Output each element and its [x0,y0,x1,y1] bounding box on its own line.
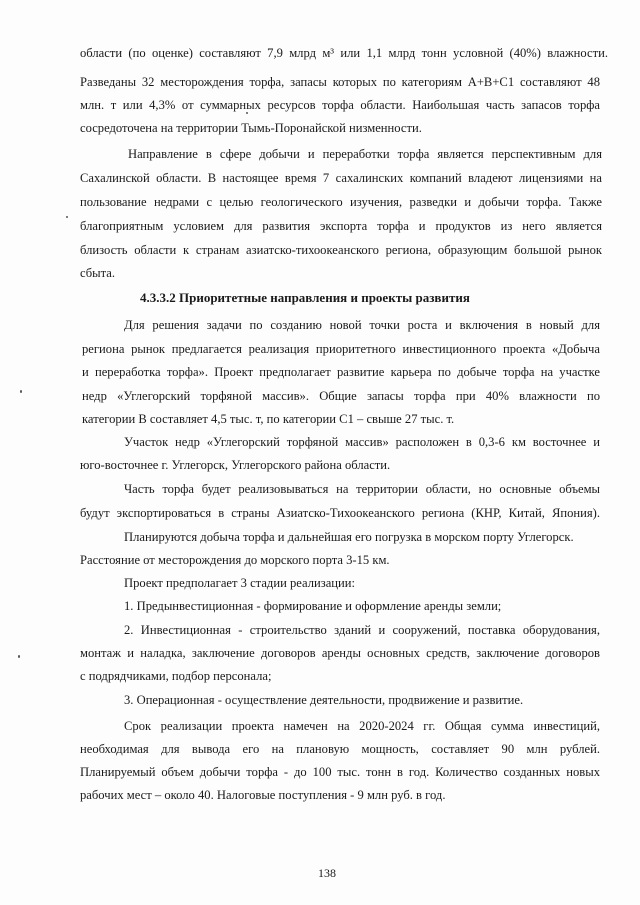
intro-line-3: млн. т или 4,3% от суммарных ресурсов торфа области. Наибольшая часть запасов торфа [80,98,600,112]
project-line-5: категории В составляет 4,5 тыс. т, по категории С1 – свыше 27 тыс. т. [82,412,455,426]
prospect-line-1: Направление в сфере добычи и переработки торфа является перспективным для [128,147,602,161]
stage-2-line-1: 2. Инвестиционная - строительство зданий и сооружений, поставка оборудования, [124,623,600,637]
project-line-2: региона рынок предлагается реализация приоритетного инвестиционного проекта «Добыча [82,342,600,356]
port-line-2: Расстояние от месторождения до морского порта 3-15 км. [80,553,390,567]
prospect-line-4: благоприятным условием для развития экспорта торфа и продуктов из него является [80,219,602,233]
scan-speck [18,655,20,658]
stage-2-line-3: с подрядчиками, подбор персонала; [80,669,272,683]
summary-line-1: Срок реализации проекта намечен на 2020-2024 гг. Общая сумма инвестиций, [124,719,600,733]
page-number: 138 [318,866,336,880]
section-heading: 4.3.3.2 Приоритетные направления и проекты развития [140,290,470,305]
export-line-1: Часть торфа будет реализовываться на территории области, но основные объемы [124,482,600,496]
stages-intro: Проект предполагает 3 стадии реализации: [124,576,356,590]
intro-line-4: сосредоточена на территории Тымь-Поронайской низменности. [80,121,422,135]
location-line-2: юго-восточнее г. Углегорск, Углегорского района области. [80,458,391,472]
prospect-line-5: близость области к странам азиатско-тихоокеанского региона, образующим большой рынок [80,243,602,257]
summary-line-2: необходимая для вывода его на плановую мощность, составляет 90 млн рублей. [80,742,600,756]
scan-speck [20,390,22,393]
intro-line-2: Разведаны 32 месторождения торфа, запасы которых по категориям А+В+С1 составляют 48 [80,75,600,89]
scan-speck [66,216,68,218]
intro-line-1: области (по оценке) составляют 7,9 млрд м³ или 1,1 млрд тонн условной (40%) влажности. [80,46,608,60]
stage-3: 3. Операционная - осуществление деятельности, продвижение и развитие. [124,693,524,707]
prospect-line-2: Сахалинской области. В настоящее время 7 сахалинских компаний владеют лицензиями на [80,171,602,185]
export-line-2: будут экспортироваться в страны Азиатско-Тихоокеанского региона (КНР, Китай, Япония). [80,506,600,520]
location-line-1: Участок недр «Углегорский торфяной массив» расположен в 0,3-6 км восточнее и [124,435,600,449]
project-line-3: и переработка торфа». Проект предполагает развитие карьера по добыче торфа на участке [82,365,600,379]
project-line-1: Для решения задачи по созданию новой точки роста и включения в новый для [124,318,600,332]
project-line-4: недр «Углегорский торфяной массив». Общие запасы торфа при 40% влажности по [82,389,600,403]
stage-1: 1. Предынвестиционная - формирование и оформление аренды земли; [124,599,502,613]
prospect-line-6: сбыта. [80,266,116,280]
port-line-1: Планируются добыча торфа и дальнейшая его погрузка в морском порту Углегорск. [124,530,574,544]
summary-line-3: Планируемый объем добычи торфа - до 100 тыс. тонн в год. Количество созданных новых [80,765,600,779]
scan-speck [246,112,248,114]
prospect-line-3: пользование недрами с целью геологического изучения, разведки и добычи торфа. Также [80,195,602,209]
summary-line-4: рабочих мест – около 40. Налоговые поступления - 9 млн руб. в год. [80,788,446,802]
stage-2-line-2: монтаж и наладка, заключение договоров аренды основных средств, заключение договоров [80,646,600,660]
